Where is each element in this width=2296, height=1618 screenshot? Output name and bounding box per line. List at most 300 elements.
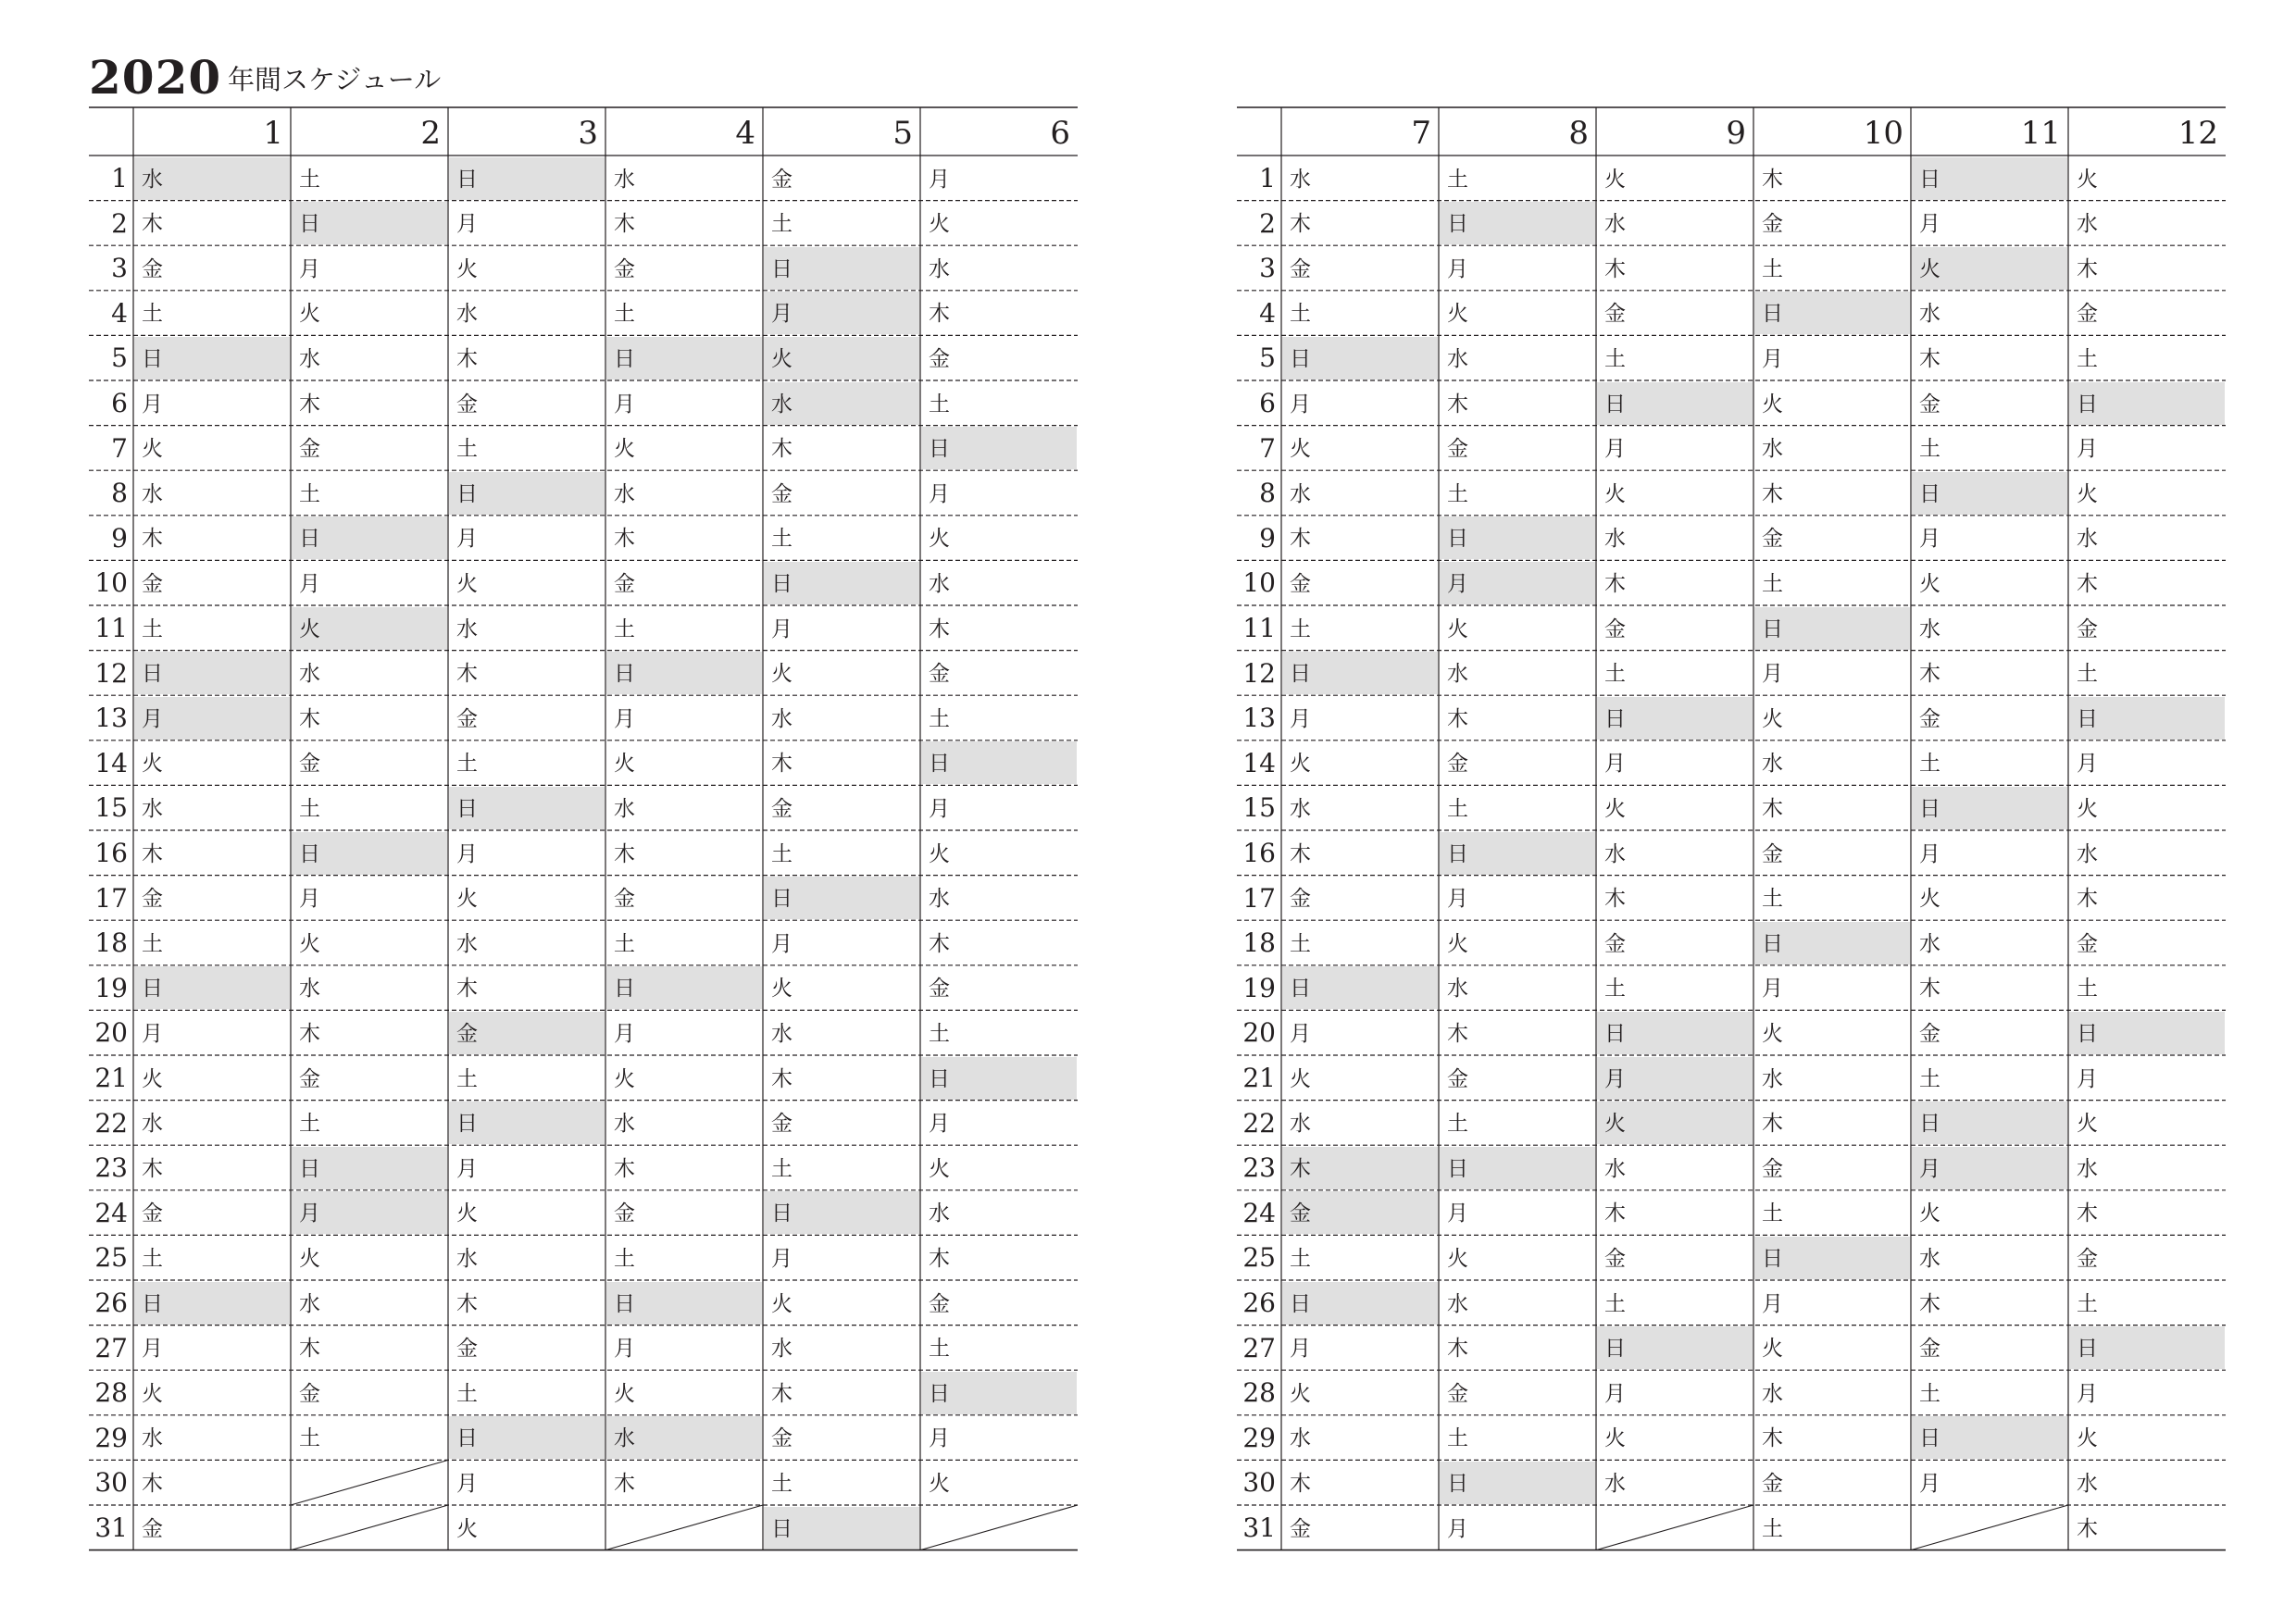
weekday-cell: 水 bbox=[1290, 1426, 1311, 1451]
weekday-cell: 水 bbox=[1447, 662, 1468, 687]
day-number: 8 bbox=[111, 478, 128, 509]
weekday-cell: 木 bbox=[1919, 662, 1940, 687]
weekday-cell: 金 bbox=[456, 706, 478, 731]
weekday-cell: 火 bbox=[1762, 392, 1783, 417]
weekday-cell: 木 bbox=[771, 752, 792, 777]
weekday-cell: 月 bbox=[456, 1156, 478, 1181]
weekday-cell: 木 bbox=[1282, 1147, 1438, 1189]
weekday-cell: 月 bbox=[1290, 706, 1311, 731]
weekday-cell: 日 bbox=[1440, 1147, 1595, 1189]
weekday-cell: 日 bbox=[1597, 697, 1753, 740]
weekday-cell: 水 bbox=[2077, 527, 2098, 552]
weekday-cell: 日 bbox=[1440, 832, 1595, 875]
weekday-cell: 火 bbox=[456, 1201, 478, 1226]
weekday-cell: 金 bbox=[614, 571, 635, 596]
month-header: 1 bbox=[263, 115, 283, 152]
weekday-cell: 水 bbox=[134, 157, 290, 200]
day-number: 13 bbox=[1242, 703, 1276, 734]
weekday-cell: 日 bbox=[1282, 337, 1438, 380]
weekday-cell: 金 bbox=[1447, 1381, 1468, 1406]
weekday-cell: 土 bbox=[1762, 1201, 1783, 1226]
weekday-cell: 火 bbox=[764, 337, 919, 380]
weekday-cell: 月 bbox=[299, 571, 320, 596]
weekday-cell: 月 bbox=[134, 697, 290, 740]
weekday-cell: 火 bbox=[1290, 437, 1311, 462]
day-number: 16 bbox=[1242, 838, 1276, 868]
weekday-cell: 土 bbox=[929, 392, 950, 417]
weekday-cell: 水 bbox=[606, 1416, 762, 1459]
weekday-cell: 木 bbox=[929, 616, 950, 641]
weekday-cell: 土 bbox=[1604, 977, 1626, 1002]
weekday-cell: 金 bbox=[1290, 256, 1311, 281]
weekday-cell: 火 bbox=[771, 662, 792, 687]
weekday-cell: 火 bbox=[2077, 796, 2098, 821]
weekday-cell: 火 bbox=[1290, 1066, 1311, 1091]
weekday-cell: 金 bbox=[1604, 931, 1626, 956]
weekday-cell: 木 bbox=[1604, 1201, 1626, 1226]
empty-date-slash bbox=[291, 1505, 448, 1550]
weekday-cell: 月 bbox=[1762, 662, 1783, 687]
weekday-cell: 月 bbox=[456, 1471, 478, 1496]
weekday-cell: 木 bbox=[1919, 1291, 1940, 1316]
day-number: 4 bbox=[1259, 297, 1276, 329]
weekday-cell: 月 bbox=[614, 1021, 635, 1046]
weekday-cell: 土 bbox=[771, 212, 792, 237]
weekday-cell: 木 bbox=[142, 1471, 163, 1496]
weekday-cell: 火 bbox=[929, 212, 950, 237]
weekday-cell: 火 bbox=[614, 437, 635, 462]
day-number: 30 bbox=[94, 1467, 128, 1499]
weekday-cell: 火 bbox=[1919, 887, 1940, 912]
weekday-cell: 水 bbox=[614, 167, 635, 192]
weekday-cell: 水 bbox=[929, 1201, 950, 1226]
weekday-cell: 火 bbox=[1919, 1201, 1940, 1226]
day-number: 4 bbox=[111, 297, 128, 329]
weekday-cell: 木 bbox=[1290, 527, 1311, 552]
weekday-cell: 土 bbox=[1447, 1112, 1468, 1137]
month-header: 12 bbox=[2177, 115, 2218, 152]
weekday-cell: 土 bbox=[1447, 481, 1468, 506]
weekday-cell: 日 bbox=[1754, 922, 1910, 965]
weekday-cell: 金 bbox=[299, 752, 320, 777]
weekday-cell: 水 bbox=[614, 481, 635, 506]
weekday-cell: 金 bbox=[771, 481, 792, 506]
weekday-cell: 火 bbox=[614, 1381, 635, 1406]
weekday-cell: 月 bbox=[1290, 1337, 1311, 1362]
weekday-cell: 水 bbox=[456, 931, 478, 956]
weekday-cell: 金 bbox=[1290, 1516, 1311, 1541]
month-header: 11 bbox=[2020, 115, 2061, 152]
weekday-cell: 水 bbox=[614, 796, 635, 821]
weekday-cell: 火 bbox=[456, 887, 478, 912]
weekday-cell: 金 bbox=[614, 256, 635, 281]
weekday-cell: 火 bbox=[142, 1066, 163, 1091]
weekday-cell: 木 bbox=[142, 841, 163, 866]
weekday-cell: 木 bbox=[1919, 977, 1940, 1002]
weekday-cell: 土 bbox=[1447, 1426, 1468, 1451]
day-number: 1 bbox=[1259, 163, 1276, 193]
weekday-cell: 金 bbox=[2077, 1246, 2098, 1271]
weekday-cell: 金 bbox=[771, 1112, 792, 1137]
weekday-cell: 金 bbox=[1604, 616, 1626, 641]
weekday-cell: 月 bbox=[1919, 212, 1940, 237]
weekday-cell: 土 bbox=[1762, 256, 1783, 281]
weekday-cell: 木 bbox=[1919, 346, 1940, 371]
weekday-cell: 日 bbox=[292, 517, 447, 559]
weekday-cell: 日 bbox=[1912, 1101, 2067, 1144]
weekday-cell: 日 bbox=[1912, 157, 2067, 200]
weekday-cell: 火 bbox=[771, 1291, 792, 1316]
grid-lines bbox=[89, 107, 1079, 1550]
weekday-cell: 火 bbox=[456, 1516, 478, 1541]
weekday-cell: 日 bbox=[2069, 1012, 2225, 1054]
day-number: 26 bbox=[94, 1288, 128, 1318]
weekday-cell: 水 bbox=[299, 662, 320, 687]
weekday-cell: 日 bbox=[921, 741, 1077, 784]
weekday-cell: 土 bbox=[142, 302, 163, 327]
weekday-cell: 月 bbox=[1447, 256, 1468, 281]
weekday-cell: 火 bbox=[142, 437, 163, 462]
day-number: 31 bbox=[1242, 1512, 1276, 1543]
weekday-cell: 木 bbox=[2077, 887, 2098, 912]
day-number: 3 bbox=[111, 253, 128, 284]
month-header: 5 bbox=[892, 115, 913, 152]
weekday-cell: 日 bbox=[1597, 1326, 1753, 1369]
empty-date-slash bbox=[605, 1505, 763, 1550]
day-number: 28 bbox=[1242, 1377, 1276, 1409]
day-number: 6 bbox=[1259, 388, 1276, 418]
weekday-cell: 日 bbox=[292, 832, 447, 875]
weekday-cell: 火 bbox=[299, 931, 320, 956]
weekday-cell: 木 bbox=[1290, 841, 1311, 866]
weekday-cell: 水 bbox=[1762, 1066, 1783, 1091]
weekday-cell: 水 bbox=[1290, 796, 1311, 821]
day-number: 11 bbox=[1242, 613, 1276, 643]
weekday-cell: 金 bbox=[1762, 1471, 1783, 1496]
weekday-cell: 月 bbox=[764, 292, 919, 334]
weekday-cell: 水 bbox=[1447, 1291, 1468, 1316]
weekday-cell: 日 bbox=[449, 1101, 605, 1144]
weekday-cell: 土 bbox=[2077, 662, 2098, 687]
weekday-cell: 土 bbox=[1447, 167, 1468, 192]
weekday-cell: 水 bbox=[299, 346, 320, 371]
weekday-cell: 木 bbox=[1762, 796, 1783, 821]
weekday-cell: 月 bbox=[292, 1191, 447, 1234]
weekday-cell: 水 bbox=[1447, 977, 1468, 1002]
weekday-cell: 水 bbox=[142, 481, 163, 506]
month-header: 3 bbox=[578, 115, 598, 152]
grid-lines bbox=[1237, 107, 2227, 1550]
weekday-cell: 金 bbox=[299, 1066, 320, 1091]
weekday-cell: 月 bbox=[1762, 346, 1783, 371]
weekday-cell: 日 bbox=[1597, 382, 1753, 425]
weekday-cell: 月 bbox=[1597, 1057, 1753, 1100]
weekday-cell: 月 bbox=[299, 256, 320, 281]
weekday-cell: 土 bbox=[1447, 796, 1468, 821]
weekday-cell: 木 bbox=[771, 1381, 792, 1406]
weekday-cell: 月 bbox=[1290, 392, 1311, 417]
weekday-cell: 土 bbox=[614, 616, 635, 641]
weekday-cell: 日 bbox=[764, 562, 919, 604]
weekday-cell: 水 bbox=[2077, 1471, 2098, 1496]
weekday-cell: 月 bbox=[1604, 752, 1626, 777]
weekday-cell: 日 bbox=[764, 1191, 919, 1234]
day-number: 27 bbox=[1242, 1332, 1276, 1363]
weekday-cell: 火 bbox=[2077, 167, 2098, 192]
day-number: 6 bbox=[111, 388, 128, 418]
weekday-cell: 金 bbox=[929, 1291, 950, 1316]
weekday-cell: 月 bbox=[1604, 437, 1626, 462]
day-number: 21 bbox=[94, 1063, 128, 1093]
weekday-cell: 火 bbox=[1597, 1101, 1753, 1144]
weekday-cell: 木 bbox=[142, 212, 163, 237]
weekday-cell: 水 bbox=[1604, 1471, 1626, 1496]
weekday-cell: 木 bbox=[614, 841, 635, 866]
weekday-cell: 土 bbox=[1290, 931, 1311, 956]
month-header: 4 bbox=[735, 115, 755, 152]
weekday-cell: 金 bbox=[1290, 887, 1311, 912]
weekday-cell: 月 bbox=[2077, 437, 2098, 462]
weekday-cell: 月 bbox=[1440, 562, 1595, 604]
weekday-cell: 金 bbox=[929, 977, 950, 1002]
weekday-cell: 水 bbox=[1919, 931, 1940, 956]
day-number: 24 bbox=[94, 1197, 128, 1228]
weekday-cell: 月 bbox=[929, 1112, 950, 1137]
weekday-cell: 水 bbox=[1604, 841, 1626, 866]
day-number: 20 bbox=[1242, 1017, 1276, 1049]
weekday-cell: 日 bbox=[134, 1282, 290, 1325]
weekday-cell: 金 bbox=[299, 1381, 320, 1406]
month-header: 6 bbox=[1050, 115, 1070, 152]
weekday-cell: 木 bbox=[1290, 1471, 1311, 1496]
weekday-cell: 木 bbox=[614, 1156, 635, 1181]
weekday-cell: 木 bbox=[1604, 887, 1626, 912]
day-number: 22 bbox=[94, 1107, 128, 1139]
weekday-cell: 木 bbox=[771, 1066, 792, 1091]
weekday-cell: 木 bbox=[1762, 167, 1783, 192]
weekday-cell: 水 bbox=[1604, 212, 1626, 237]
weekday-cell: 火 bbox=[1447, 616, 1468, 641]
weekday-cell: 日 bbox=[764, 247, 919, 290]
weekday-cell: 日 bbox=[292, 202, 447, 244]
weekday-cell: 金 bbox=[299, 437, 320, 462]
weekday-cell: 月 bbox=[1919, 1471, 1940, 1496]
weekday-cell: 金 bbox=[1604, 302, 1626, 327]
weekday-cell: 月 bbox=[1447, 1201, 1468, 1226]
weekday-cell: 火 bbox=[614, 1066, 635, 1091]
weekday-cell: 木 bbox=[299, 706, 320, 731]
weekday-cell: 日 bbox=[1282, 652, 1438, 694]
weekday-cell: 土 bbox=[456, 437, 478, 462]
weekday-cell: 土 bbox=[1604, 1291, 1626, 1316]
weekday-cell: 日 bbox=[134, 337, 290, 380]
day-number: 22 bbox=[1242, 1107, 1276, 1139]
weekday-cell: 水 bbox=[456, 1246, 478, 1271]
weekday-cell: 水 bbox=[299, 1291, 320, 1316]
weekday-cell: 土 bbox=[1762, 1516, 1783, 1541]
day-number: 24 bbox=[1242, 1197, 1276, 1228]
day-number: 18 bbox=[1242, 927, 1276, 959]
weekday-cell: 日 bbox=[606, 966, 762, 1009]
weekday-cell: 木 bbox=[771, 437, 792, 462]
weekday-cell: 火 bbox=[614, 752, 635, 777]
weekday-cell: 金 bbox=[771, 1426, 792, 1451]
weekday-cell: 水 bbox=[764, 382, 919, 425]
weekday-cell: 月 bbox=[1919, 527, 1940, 552]
month-header: 9 bbox=[1726, 115, 1746, 152]
weekday-cell: 金 bbox=[456, 392, 478, 417]
weekday-cell: 月 bbox=[456, 841, 478, 866]
weekday-cell: 土 bbox=[929, 706, 950, 731]
day-number: 17 bbox=[94, 882, 128, 914]
weekday-cell: 木 bbox=[2077, 256, 2098, 281]
day-number: 15 bbox=[94, 792, 128, 824]
weekday-cell: 月 bbox=[2077, 1381, 2098, 1406]
weekday-cell: 土 bbox=[1919, 752, 1940, 777]
day-number: 13 bbox=[94, 703, 128, 734]
weekday-cell: 日 bbox=[1440, 1462, 1595, 1504]
weekday-cell: 月 bbox=[1290, 1021, 1311, 1046]
weekday-cell: 木 bbox=[142, 1156, 163, 1181]
weekday-cell: 火 bbox=[929, 1471, 950, 1496]
weekday-cell: 金 bbox=[1447, 1066, 1468, 1091]
weekday-cell: 土 bbox=[456, 752, 478, 777]
weekday-cell: 日 bbox=[1440, 202, 1595, 244]
day-number: 5 bbox=[111, 342, 128, 374]
weekday-cell: 火 bbox=[2077, 481, 2098, 506]
weekday-cell: 火 bbox=[1604, 167, 1626, 192]
weekday-cell: 日 bbox=[2069, 382, 2225, 425]
weekday-cell: 月 bbox=[771, 616, 792, 641]
weekday-cell: 火 bbox=[1290, 752, 1311, 777]
weekday-cell: 日 bbox=[134, 652, 290, 694]
weekday-cell: 木 bbox=[142, 527, 163, 552]
weekday-cell: 日 bbox=[1597, 1012, 1753, 1054]
weekday-cell: 日 bbox=[1912, 787, 2067, 829]
weekday-cell: 月 bbox=[142, 1337, 163, 1362]
weekday-cell: 金 bbox=[2077, 302, 2098, 327]
weekday-cell: 火 bbox=[292, 607, 447, 650]
day-number: 30 bbox=[1242, 1467, 1276, 1499]
weekday-cell: 月 bbox=[456, 212, 478, 237]
day-number: 12 bbox=[1242, 657, 1276, 689]
weekday-cell: 水 bbox=[142, 1426, 163, 1451]
weekday-cell: 水 bbox=[771, 1021, 792, 1046]
month-header: 2 bbox=[420, 115, 441, 152]
weekday-cell: 土 bbox=[771, 1156, 792, 1181]
weekday-cell: 月 bbox=[1447, 1516, 1468, 1541]
weekday-cell: 木 bbox=[1447, 1337, 1468, 1362]
day-number: 29 bbox=[94, 1422, 128, 1453]
weekday-cell: 火 bbox=[1447, 931, 1468, 956]
weekday-cell: 土 bbox=[1290, 302, 1311, 327]
weekday-cell: 月 bbox=[771, 931, 792, 956]
weekday-cell: 月 bbox=[2077, 1066, 2098, 1091]
weekday-cell: 月 bbox=[1604, 1381, 1626, 1406]
weekday-cell: 土 bbox=[299, 1112, 320, 1137]
weekday-cell: 木 bbox=[929, 1246, 950, 1271]
day-number: 7 bbox=[1259, 432, 1276, 464]
weekday-cell: 金 bbox=[929, 662, 950, 687]
weekday-cell: 金 bbox=[1282, 1191, 1438, 1234]
weekday-cell: 木 bbox=[299, 1021, 320, 1046]
weekday-cell: 土 bbox=[771, 527, 792, 552]
weekday-cell: 月 bbox=[1447, 887, 1468, 912]
weekday-cell: 水 bbox=[1762, 1381, 1783, 1406]
day-number: 26 bbox=[1242, 1288, 1276, 1318]
weekday-cell: 火 bbox=[1604, 796, 1626, 821]
day-number: 31 bbox=[94, 1512, 128, 1543]
weekday-cell: 火 bbox=[1762, 1337, 1783, 1362]
day-number: 25 bbox=[1242, 1242, 1276, 1274]
weekday-cell: 木 bbox=[456, 346, 478, 371]
weekday-cell: 火 bbox=[1447, 1246, 1468, 1271]
weekday-cell: 月 bbox=[929, 1426, 950, 1451]
weekday-cell: 日 bbox=[134, 966, 290, 1009]
weekday-cell: 水 bbox=[771, 1337, 792, 1362]
weekday-cell: 日 bbox=[1912, 1416, 2067, 1459]
weekday-cell: 日 bbox=[1282, 1282, 1438, 1325]
weekday-cell: 木 bbox=[1447, 392, 1468, 417]
weekday-cell: 日 bbox=[1754, 1237, 1910, 1279]
weekday-cell: 月 bbox=[142, 1021, 163, 1046]
weekday-cell: 日 bbox=[606, 337, 762, 380]
weekday-cell: 火 bbox=[1762, 706, 1783, 731]
day-number: 5 bbox=[1259, 342, 1276, 374]
weekday-cell: 土 bbox=[299, 167, 320, 192]
day-number: 25 bbox=[94, 1242, 128, 1274]
day-number: 10 bbox=[94, 567, 128, 599]
weekday-cell: 水 bbox=[299, 977, 320, 1002]
weekday-cell: 土 bbox=[299, 481, 320, 506]
weekday-cell: 水 bbox=[2077, 212, 2098, 237]
weekday-cell: 木 bbox=[2077, 571, 2098, 596]
weekday-cell: 日 bbox=[1282, 966, 1438, 1009]
month-header: 7 bbox=[1411, 115, 1431, 152]
weekday-cell: 土 bbox=[2077, 346, 2098, 371]
weekday-cell: 木 bbox=[299, 1337, 320, 1362]
weekday-cell: 金 bbox=[142, 256, 163, 281]
weekday-cell: 火 bbox=[929, 841, 950, 866]
weekday-cell: 日 bbox=[606, 1282, 762, 1325]
weekday-cell: 日 bbox=[1754, 292, 1910, 334]
day-number: 2 bbox=[111, 207, 128, 239]
weekday-cell: 土 bbox=[929, 1337, 950, 1362]
weekday-cell: 日 bbox=[449, 1416, 605, 1459]
empty-date-slash bbox=[920, 1505, 1078, 1550]
weekday-cell: 土 bbox=[1919, 1381, 1940, 1406]
day-number: 8 bbox=[1259, 478, 1276, 509]
weekday-cell: 水 bbox=[1762, 752, 1783, 777]
weekday-cell: 木 bbox=[1604, 571, 1626, 596]
day-number: 2 bbox=[1259, 207, 1276, 239]
weekday-cell: 月 bbox=[456, 527, 478, 552]
weekday-cell: 日 bbox=[292, 1147, 447, 1189]
weekday-cell: 水 bbox=[2077, 1156, 2098, 1181]
weekday-cell: 月 bbox=[299, 887, 320, 912]
weekday-cell: 月 bbox=[929, 167, 950, 192]
weekday-cell: 金 bbox=[929, 346, 950, 371]
day-number: 27 bbox=[94, 1332, 128, 1363]
weekday-cell: 土 bbox=[614, 931, 635, 956]
weekday-cell: 水 bbox=[614, 1112, 635, 1137]
weekday-cell: 水 bbox=[1919, 616, 1940, 641]
weekday-cell: 木 bbox=[614, 1471, 635, 1496]
year-title: 2020 bbox=[89, 50, 222, 105]
weekday-cell: 土 bbox=[1919, 1066, 1940, 1091]
weekday-cell: 木 bbox=[456, 662, 478, 687]
weekday-cell: 金 bbox=[1447, 752, 1468, 777]
